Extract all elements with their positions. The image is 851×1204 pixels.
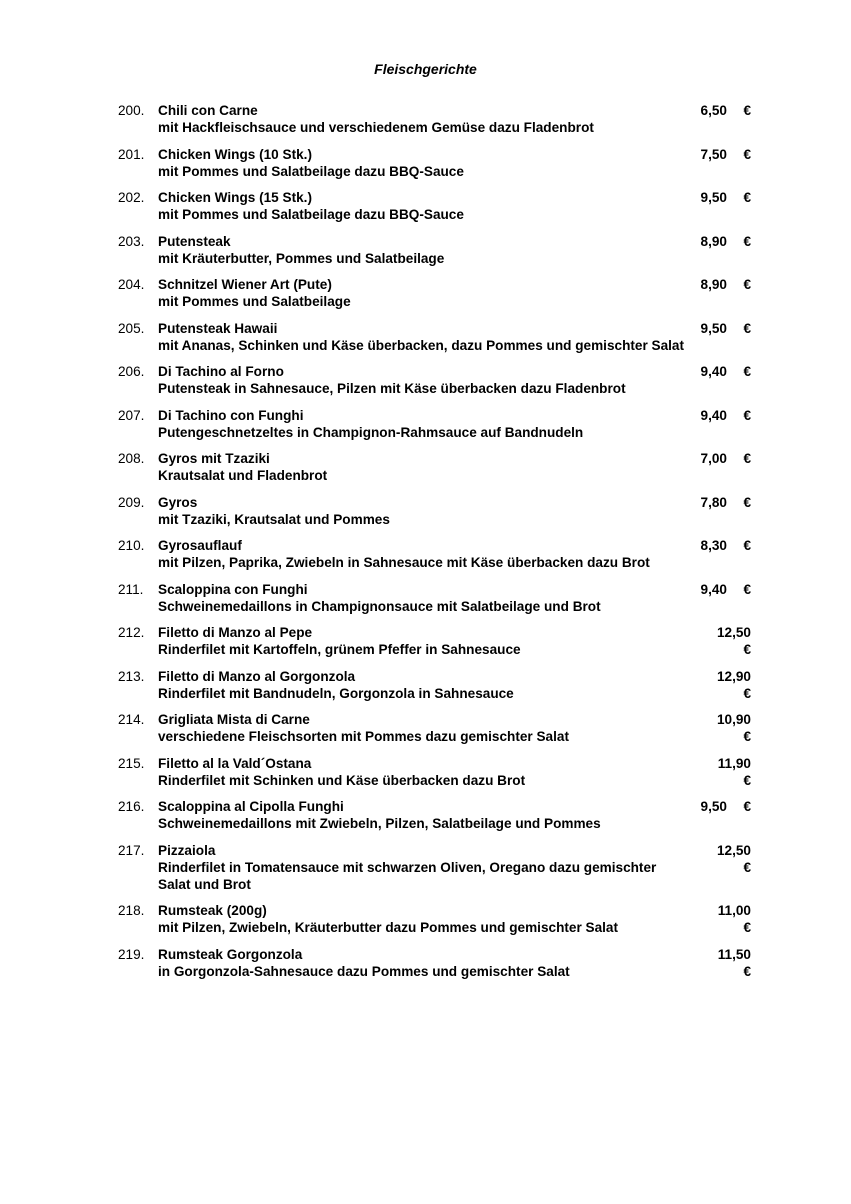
item-description: Schweinemedaillons in Champignonsauce mit Salatbeilage und Brot [158, 598, 601, 614]
item-name: Gyrosauflauf [158, 538, 242, 553]
item-name: Putensteak Hawaii [158, 320, 278, 336]
item-number: 216. [118, 799, 145, 814]
price-value: 12,90 [716, 668, 751, 684]
price-value: 7,50 [700, 146, 727, 162]
price-value: 11,00 [717, 903, 751, 918]
item-body [158, 320, 690, 354]
menu-item [112, 189, 757, 223]
item-price [691, 842, 751, 876]
item-description: mit Pommes und Salatbeilage [158, 294, 351, 309]
item-number: 217. [118, 842, 145, 858]
menu-item [112, 233, 757, 267]
item-number: 203. [118, 233, 145, 249]
item-price [691, 946, 751, 980]
item-body [158, 276, 690, 310]
menu-item [112, 407, 757, 441]
menu-item [112, 581, 757, 615]
item-name: Gyros [158, 494, 198, 510]
item-number: 218. [118, 903, 145, 918]
item-body [158, 233, 690, 267]
currency-symbol: € [743, 642, 751, 657]
currency-symbol: € [743, 277, 751, 292]
item-description: mit Ananas, Schinken und Käse überbacken, dazu Pommes und gemischter Salat [158, 337, 685, 353]
item-name: Grigliata Mista di Carne [158, 712, 310, 727]
item-description: Schweinemedaillons mit Zwiebeln, Pilzen, Salatbeilage und Pommes [158, 816, 601, 831]
currency-symbol: € [743, 233, 751, 249]
menu-item [112, 276, 757, 310]
item-description: mit Pommes und Salatbeilage dazu BBQ-Sauce [158, 207, 464, 222]
item-description: Putengeschnetzeltes in Champignon-Rahmsauce auf Bandnudeln [158, 424, 584, 440]
currency-symbol: € [743, 103, 751, 118]
item-name: Filetto di Manzo al Gorgonzola [158, 668, 356, 684]
item-name: Rumsteak (200g) [158, 903, 267, 918]
price-value: 9,50 [700, 799, 727, 814]
price-value: 7,80 [700, 494, 727, 510]
item-number: 202. [118, 190, 145, 205]
item-body [158, 494, 690, 528]
item-name: Scaloppina al Cipolla Funghi [158, 799, 344, 814]
item-number: 219. [118, 946, 145, 962]
menu-item [112, 798, 757, 832]
item-body [158, 146, 690, 180]
item-name: Filetto di Manzo al Pepe [158, 625, 313, 640]
item-number: 207. [118, 407, 145, 423]
price-value: 9,40 [700, 407, 727, 423]
price-value: 9,40 [700, 581, 727, 597]
item-price [691, 902, 751, 936]
currency-symbol: € [743, 190, 751, 205]
item-description: mit Pommes und Salatbeilage dazu BBQ-Sauce [158, 163, 464, 179]
item-description: mit Pilzen, Paprika, Zwiebeln in Sahnesauce mit Käse überbacken dazu Brot [158, 555, 650, 570]
item-body [158, 946, 690, 980]
item-description: mit Kräuterbutter, Pommes und Salatbeilage [158, 250, 445, 266]
item-number: 205. [118, 320, 145, 336]
item-description: Putensteak in Sahnesauce, Pilzen mit Käse überbacken dazu Fladenbrot [158, 381, 626, 396]
item-body [158, 842, 690, 893]
currency-symbol: € [743, 729, 751, 744]
price-value: 10,90 [716, 712, 751, 727]
menu-item [112, 711, 757, 745]
item-name: Pizzaiola [158, 842, 216, 858]
item-number: 212. [118, 625, 145, 640]
item-description: mit Pilzen, Zwiebeln, Kräuterbutter dazu Pommes und gemischter Salat [158, 920, 619, 935]
currency-symbol: € [743, 963, 751, 979]
item-description: Rinderfilet mit Schinken und Käse überbacken dazu Brot [158, 772, 526, 788]
menu-item [112, 537, 757, 571]
item-body [158, 668, 690, 702]
item-name: Gyros mit Tzaziki [158, 451, 270, 466]
menu-item [112, 668, 757, 702]
menu-item [112, 842, 757, 893]
price-value: 9,50 [700, 190, 727, 205]
item-number: 208. [118, 451, 145, 466]
item-number: 213. [118, 668, 145, 684]
currency-symbol: € [743, 538, 751, 553]
menu-item [112, 624, 757, 658]
currency-symbol: € [743, 407, 751, 423]
item-name: Chili con Carne [158, 103, 258, 118]
menu-item [112, 902, 757, 936]
item-price [691, 755, 751, 789]
price-value: 11,50 [717, 946, 751, 962]
currency-symbol: € [743, 920, 751, 935]
item-number: 206. [118, 364, 145, 379]
item-name: Di Tachino con Funghi [158, 407, 304, 423]
currency-symbol: € [743, 494, 751, 510]
menu-item [112, 102, 757, 136]
item-number: 209. [118, 494, 145, 510]
item-body [158, 624, 690, 658]
currency-symbol: € [743, 320, 751, 336]
currency-symbol: € [743, 146, 751, 162]
price-value: 8,90 [700, 277, 727, 292]
currency-symbol: € [743, 581, 751, 597]
item-body [158, 755, 690, 789]
price-value: 9,40 [700, 364, 727, 379]
price-value: 7,00 [700, 451, 727, 466]
item-number: 204. [118, 277, 145, 292]
menu-item [112, 450, 757, 484]
item-number: 214. [118, 712, 145, 727]
item-price [691, 624, 751, 658]
item-body [158, 189, 690, 223]
item-number: 201. [118, 146, 145, 162]
item-description: in Gorgonzola-Sahnesauce dazu Pommes und gemischter Salat [158, 963, 570, 979]
currency-symbol: € [743, 859, 751, 875]
item-description: verschiedene Fleischsorten mit Pommes dazu gemischter Salat [158, 729, 569, 744]
item-body [158, 407, 690, 441]
item-body [158, 450, 690, 484]
item-body [158, 537, 690, 571]
item-number: 215. [118, 755, 145, 771]
item-description: Rinderfilet in Tomatensauce mit schwarzen Oliven, Oregano dazu gemischter Salat und Brot [158, 859, 657, 892]
currency-symbol: € [743, 685, 751, 701]
currency-symbol: € [743, 799, 751, 814]
item-price [691, 711, 751, 745]
price-value: 12,50 [716, 842, 751, 858]
page-title: Fleischgerichte [374, 61, 477, 77]
currency-symbol: € [743, 772, 751, 788]
item-name: Di Tachino al Forno [158, 364, 284, 379]
item-number: 200. [118, 103, 145, 118]
item-number: 210. [118, 538, 145, 553]
price-value: 9,50 [700, 320, 727, 336]
menu-item [112, 755, 757, 789]
item-name: Filetto al la Vald´Ostana [158, 755, 312, 771]
item-description: mit Hackfleischsauce und verschiedenem Gemüse dazu Fladenbrot [158, 120, 594, 135]
item-body [158, 798, 690, 832]
menu-item [112, 320, 757, 354]
item-name: Putensteak [158, 233, 231, 249]
menu-item [112, 146, 757, 180]
currency-symbol: € [743, 364, 751, 379]
item-body [158, 902, 690, 936]
item-description: Rinderfilet mit Kartoffeln, grünem Pfeffer in Sahnesauce [158, 642, 521, 657]
menu-item [112, 946, 757, 980]
price-value: 6,50 [700, 103, 727, 118]
currency-symbol: € [743, 451, 751, 466]
item-description: Rinderfilet mit Bandnudeln, Gorgonzola in Sahnesauce [158, 685, 514, 701]
item-body [158, 363, 690, 397]
item-description: Krautsalat und Fladenbrot [158, 468, 328, 483]
item-description: mit Tzaziki, Krautsalat und Pommes [158, 511, 390, 527]
menu-item [112, 494, 757, 528]
item-name: Chicken Wings (15 Stk.) [158, 190, 312, 205]
item-body [158, 711, 690, 745]
item-name: Schnitzel Wiener Art (Pute) [158, 277, 332, 292]
price-value: 8,30 [700, 538, 727, 553]
item-name: Chicken Wings (10 Stk.) [158, 146, 312, 162]
item-body [158, 102, 690, 136]
item-body [158, 581, 690, 615]
menu-list [112, 102, 757, 989]
price-value: 11,90 [717, 755, 751, 771]
menu-item [112, 363, 757, 397]
price-value: 8,90 [700, 233, 727, 249]
item-name: Rumsteak Gorgonzola [158, 946, 303, 962]
item-price [691, 668, 751, 702]
item-number: 211. [118, 581, 144, 597]
item-name: Scaloppina con Funghi [158, 581, 308, 597]
price-value: 12,50 [716, 625, 751, 640]
